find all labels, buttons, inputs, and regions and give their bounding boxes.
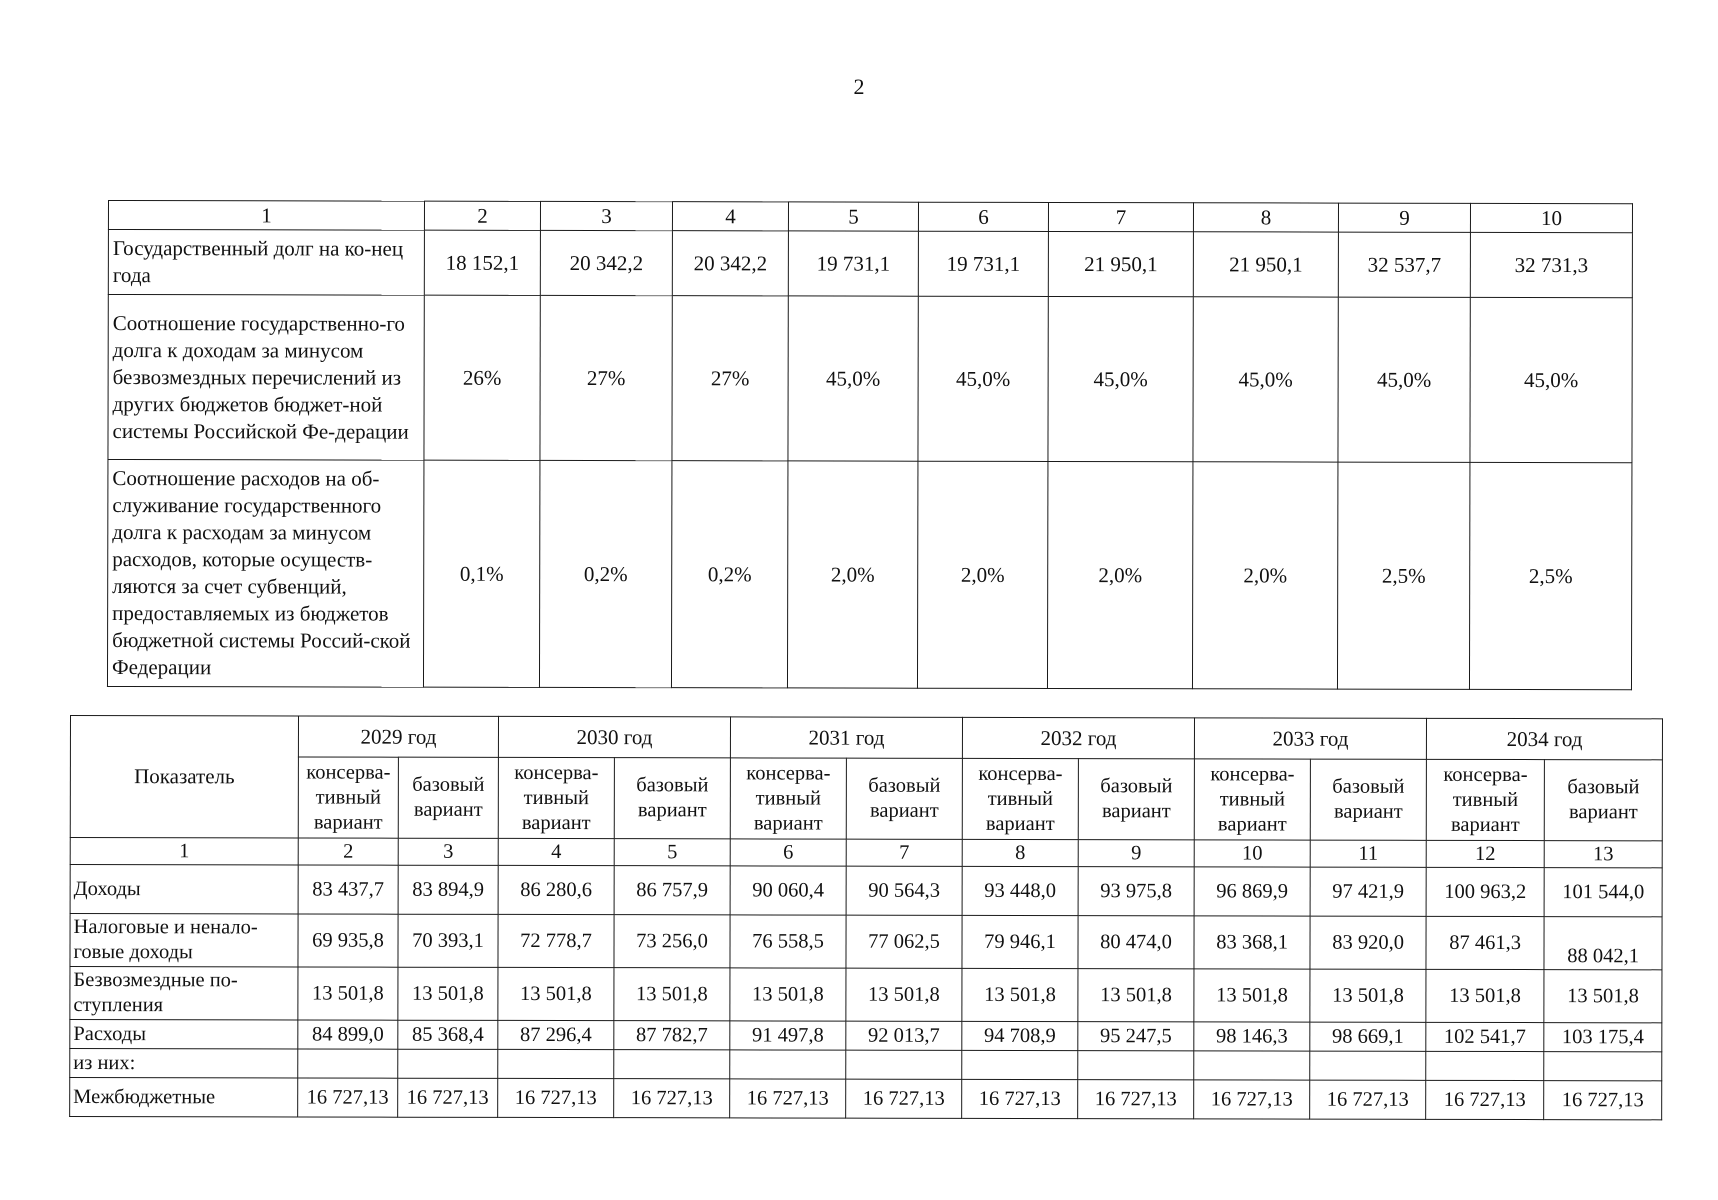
table-cell: 80 474,0 (1078, 916, 1194, 969)
table-cell: 18 152,1 (424, 230, 540, 295)
column-number: 1 (70, 838, 298, 865)
table-cell (1426, 1051, 1544, 1080)
column-number: 8 (1193, 203, 1338, 232)
row-label: Соотношение государственно-го долга к доходам за минусом безвозмездных перечислений из других бюджетов бюджет-ной системы Российской Фе-дерации (108, 295, 424, 461)
table-cell: 13 501,8 (298, 967, 398, 1020)
table-cell: 92 013,7 (846, 1021, 962, 1050)
table-cell: 45,0% (918, 296, 1048, 461)
table-cell (298, 1049, 398, 1078)
year-header: 2029 год (298, 716, 498, 757)
table-cell: 13 501,8 (1194, 969, 1310, 1022)
table-cell: 95 247,5 (1078, 1022, 1194, 1051)
table-row (70, 1078, 1662, 1120)
table-cell: 2,0% (787, 461, 917, 688)
column-number: 1 (108, 201, 424, 231)
table-cell: 26% (424, 295, 540, 460)
table-cell: 21 950,1 (1193, 232, 1338, 297)
table-cell: 16 727,13 (1078, 1080, 1194, 1119)
base-variant-header: базовый вариант (1544, 760, 1662, 841)
table-cell: 96 869,9 (1194, 867, 1310, 916)
table-cell: 97 421,9 (1310, 867, 1426, 916)
table-cell: 84 899,0 (298, 1020, 398, 1049)
column-number: 6 (918, 202, 1048, 231)
table-cell: 91 497,8 (730, 1021, 846, 1050)
table-cell (846, 1050, 962, 1079)
column-number: 3 (398, 838, 498, 865)
table-cell: 88 042,1 (1544, 917, 1662, 970)
table-cell: 72 778,7 (498, 914, 614, 967)
table-cell (962, 1050, 1078, 1079)
table-cell: 27% (672, 296, 788, 461)
table-cell: 13 501,8 (398, 967, 498, 1020)
table-cell (730, 1050, 846, 1079)
column-number: 6 (730, 839, 846, 866)
year-header: 2034 год (1426, 718, 1662, 759)
table-cell: 94 708,9 (962, 1021, 1078, 1050)
base-variant-header: базовый вариант (1310, 759, 1426, 840)
table-cell: 21 950,1 (1048, 231, 1193, 296)
table-cell: 19 731,1 (788, 231, 918, 296)
table-cell: 16 727,13 (1194, 1080, 1310, 1119)
conservative-variant-header: консерва-тивный вариант (1426, 759, 1544, 840)
table-row (108, 295, 1632, 463)
table-cell: 69 935,8 (298, 914, 398, 967)
table-cell: 45,0% (788, 296, 918, 461)
column-number: 2 (298, 838, 398, 865)
table-cell (1544, 1052, 1662, 1081)
table-cell: 98 669,1 (1310, 1022, 1426, 1051)
table-cell: 13 501,8 (730, 968, 846, 1021)
column-number: 8 (962, 839, 1078, 866)
column-number: 7 (1048, 202, 1193, 231)
base-variant-header: базовый вариант (614, 758, 730, 839)
row-label: Межбюджетные (70, 1078, 298, 1117)
base-variant-header: базовый вариант (1078, 759, 1194, 840)
table-cell: 73 256,0 (614, 915, 730, 968)
column-number: 7 (846, 839, 962, 866)
table-cell: 16 727,13 (730, 1079, 846, 1118)
column-number: 4 (672, 202, 788, 231)
table-cell (1078, 1051, 1194, 1080)
table-cell: 87 461,3 (1426, 916, 1544, 969)
page-number: 2 (853, 74, 865, 99)
column-number: 5 (614, 839, 730, 866)
table-cell: 13 501,8 (1544, 970, 1662, 1023)
table-cell: 27% (540, 295, 672, 460)
table-cell: 13 501,8 (1310, 969, 1426, 1022)
table-cell (498, 1049, 614, 1078)
row-label: Доходы (70, 865, 298, 914)
table-cell: 2,5% (1469, 462, 1631, 689)
table-cell: 45,0% (1048, 296, 1193, 461)
table-cell: 16 727,13 (962, 1079, 1078, 1118)
table-cell: 16 727,13 (614, 1079, 730, 1118)
column-number: 2 (424, 201, 540, 230)
table-cell: 79 946,1 (962, 915, 1078, 968)
conservative-variant-header: консерва-тивный вариант (498, 757, 614, 838)
table-cell: 76 558,5 (730, 915, 846, 968)
year-header: 2031 год (730, 717, 962, 758)
table-cell: 2,0% (1047, 461, 1192, 688)
table-cell: 2,0% (1192, 462, 1337, 689)
column-number: 11 (1310, 840, 1426, 867)
table-cell: 87 782,7 (614, 1021, 730, 1050)
table-cell: 13 501,8 (846, 968, 962, 1021)
table-cell: 13 501,8 (1078, 969, 1194, 1022)
table-cell (1310, 1051, 1426, 1080)
table-cell: 90 060,4 (730, 866, 846, 915)
table-row (70, 865, 1662, 917)
year-header-row (70, 716, 1662, 760)
column-number: 3 (540, 201, 672, 230)
table-row (70, 967, 1662, 1023)
column-number: 13 (1544, 841, 1662, 868)
base-variant-header: базовый вариант (846, 758, 962, 839)
table-cell: 90 564,3 (846, 866, 962, 915)
table-cell (614, 1050, 730, 1079)
table-cell: 0,2% (671, 461, 787, 688)
table-cell: 103 175,4 (1544, 1023, 1662, 1052)
column-number-row (108, 201, 1632, 233)
table-row (107, 460, 1631, 690)
table-cell: 93 975,8 (1078, 867, 1194, 916)
table-row (108, 230, 1632, 298)
table-cell: 86 280,6 (498, 865, 614, 914)
table-cell: 70 393,1 (398, 914, 498, 967)
table-cell: 16 727,13 (1426, 1080, 1544, 1119)
debt-indicators-table (107, 200, 1633, 690)
row-label: из них: (70, 1049, 298, 1078)
table-cell: 19 731,1 (918, 231, 1048, 296)
year-header: 2032 год (962, 717, 1194, 758)
table-cell: 2,0% (917, 461, 1047, 688)
row-label: Расходы (70, 1020, 298, 1049)
table-cell: 20 342,2 (540, 230, 672, 295)
table-cell: 45,0% (1470, 297, 1632, 462)
row-label: Налоговые и ненало-говые доходы (70, 914, 298, 967)
table-cell: 13 501,8 (614, 968, 730, 1021)
indicator-header: Показатель (70, 716, 298, 838)
conservative-variant-header: консерва-тивный вариант (730, 758, 846, 839)
column-number: 10 (1470, 203, 1632, 232)
column-number: 4 (498, 838, 614, 865)
table-cell: 83 894,9 (398, 865, 498, 914)
table-cell: 100 963,2 (1426, 867, 1544, 916)
variant-header-row (70, 757, 1662, 841)
column-number-row (70, 838, 1662, 868)
table-cell: 16 727,13 (846, 1079, 962, 1118)
column-number: 9 (1338, 203, 1470, 232)
table-cell: 32 731,3 (1470, 232, 1632, 297)
table-cell: 101 544,0 (1544, 868, 1662, 917)
table-cell: 13 501,8 (962, 968, 1078, 1021)
conservative-variant-header: консерва-тивный вариант (1194, 759, 1310, 840)
table-row (70, 1020, 1662, 1052)
table-cell: 0,1% (423, 460, 539, 687)
table-cell: 16 727,13 (298, 1078, 398, 1117)
table-row (70, 914, 1662, 970)
table-cell: 45,0% (1193, 297, 1338, 462)
table-cell: 98 146,3 (1194, 1022, 1310, 1051)
table-cell: 83 437,7 (298, 865, 398, 914)
table-cell: 16 727,13 (1310, 1080, 1426, 1119)
table-cell: 85 368,4 (398, 1020, 498, 1049)
row-label: Государственный долг на ко-нец года (108, 230, 424, 296)
table-cell: 16 727,13 (1544, 1081, 1662, 1120)
table-cell: 2,5% (1337, 462, 1469, 689)
table-cell: 16 727,13 (398, 1078, 498, 1117)
table-cell: 20 342,2 (672, 231, 788, 296)
row-label: Безвозмездные по-ступления (70, 967, 298, 1020)
table-cell: 102 541,7 (1426, 1022, 1544, 1051)
table-cell: 77 062,5 (846, 915, 962, 968)
table-cell: 83 920,0 (1310, 916, 1426, 969)
conservative-variant-header: консерва-тивный вариант (298, 757, 398, 838)
column-number: 9 (1078, 840, 1194, 867)
table-cell: 16 727,13 (498, 1078, 614, 1117)
table-cell (1194, 1051, 1310, 1080)
row-label: Соотношение расходов на об-служивание государственного долга к расходам за минусом расходов, которые осуществ-ляются за счет субвенций, предоставляемых из бюджетов бюджетной системы Россий-ской Федерации (107, 460, 423, 688)
column-number: 12 (1426, 840, 1544, 867)
base-variant-header: базовый вариант (398, 757, 498, 838)
table-cell: 13 501,8 (498, 967, 614, 1020)
table-cell: 13 501,8 (1426, 969, 1544, 1022)
table-row (70, 1049, 1662, 1081)
table-cell: 45,0% (1338, 297, 1470, 462)
conservative-variant-header: консерва-тивный вариант (962, 758, 1078, 839)
year-header: 2030 год (498, 716, 730, 757)
column-number: 5 (788, 202, 918, 231)
table-cell: 83 368,1 (1194, 916, 1310, 969)
column-number: 10 (1194, 840, 1310, 867)
table-cell: 87 296,4 (498, 1020, 614, 1049)
year-header: 2033 год (1194, 718, 1426, 759)
table-cell: 93 448,0 (962, 866, 1078, 915)
budget-forecast-table (69, 715, 1663, 1120)
table-cell: 86 757,9 (614, 866, 730, 915)
table-cell (398, 1049, 498, 1078)
table-cell: 0,2% (539, 460, 671, 687)
table-cell: 32 537,7 (1338, 232, 1470, 297)
